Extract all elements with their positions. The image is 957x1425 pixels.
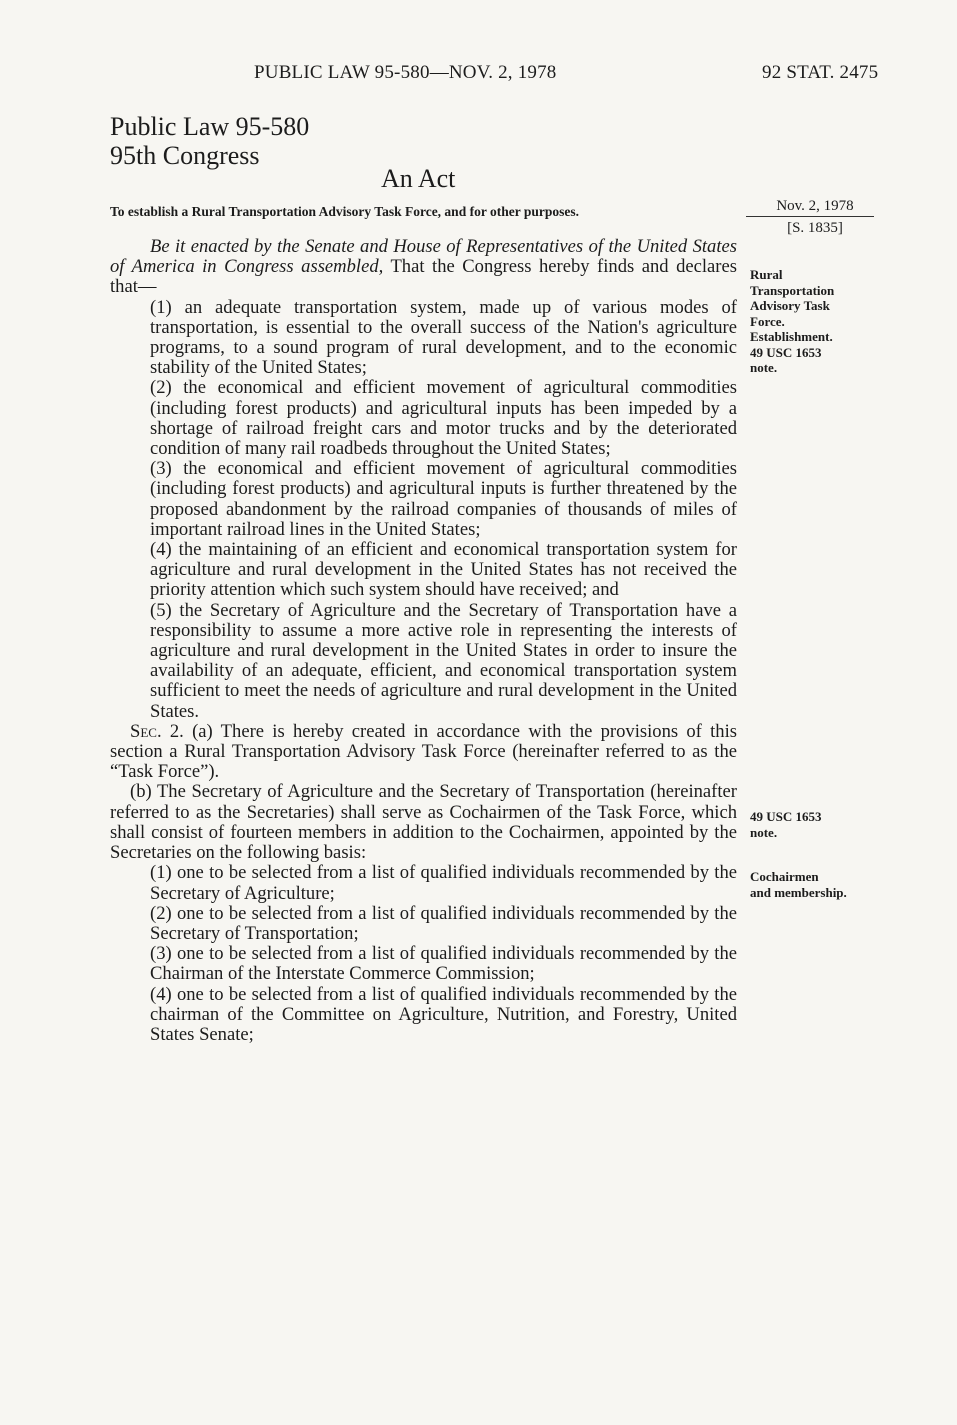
section-2a-text: (a) There is hereby created in accordance with the provisions of this section a Rural Transportation Advisory Task Force (hereinafter referred to as the “Task Force”). bbox=[110, 720, 737, 783]
running-header-title: PUBLIC LAW 95-580—NOV. 2, 1978 bbox=[254, 62, 557, 83]
member-basis-1: (1) one to be selected from a list of qualified individuals recommended by the Secretary of Agriculture; bbox=[150, 862, 737, 904]
finding-3: (3) the economical and efficient movement of agricultural commodities (including forest products) and agricultural inputs is further threatened by the proposed abandonment by the railroad companies of thousands of miles of important railroad lines in the United States; bbox=[150, 458, 737, 540]
finding-2: (2) the economical and efficient movement of agricultural commodities (including forest products) and agricultural inputs has been impeded by a shortage of railroad freight cars and motor trucks and by the deteriorated condition of many rail roadbeds throughout the United States; bbox=[150, 377, 737, 460]
margin-note-line: 49 USC 1653 bbox=[750, 809, 822, 824]
enacting-clause bbox=[110, 237, 737, 298]
act-title: An Act bbox=[381, 164, 456, 193]
statute-reference: 92 STAT. 2475 bbox=[762, 62, 879, 83]
enacting-clause-rest: That the Congress hereby finds and declares that— bbox=[110, 256, 737, 298]
margin-note-line: Rural bbox=[750, 267, 783, 282]
margin-note-line: Transportation bbox=[750, 282, 835, 298]
section-2-label: Sec. 2. bbox=[130, 720, 184, 742]
section-2b: (b) The Secretary of Agriculture and the Secretary of Transportation (hereinafter referred to as the Secretaries) shall serve as Cochairmen of the Task Force, which shall consist of fourteen members in addition to the Cochairmen, appointed by the Secretaries on the following basis: bbox=[110, 781, 737, 864]
margin-date: Nov. 2, 1978 bbox=[776, 198, 854, 214]
public-law-number: Public Law 95-580 bbox=[110, 112, 310, 141]
congress-number: 95th Congress bbox=[110, 141, 260, 170]
margin-note-establishment bbox=[750, 267, 870, 376]
margin-divider bbox=[746, 216, 874, 217]
margin-note-cochairmen bbox=[750, 869, 870, 900]
section-2a bbox=[110, 722, 737, 783]
margin-note-line: Cochairmen bbox=[750, 869, 819, 884]
margin-note-line: Advisory Task bbox=[750, 298, 830, 313]
margin-note-line: note. bbox=[750, 824, 778, 840]
margin-note-line: and membership. bbox=[750, 884, 847, 900]
law-body-text bbox=[110, 237, 737, 1045]
margin-note-line: Establishment. bbox=[750, 329, 833, 344]
member-basis-3: (3) one to be selected from a list of qualified individuals recommended by the Chairman of the Interstate Commerce Commission; bbox=[150, 943, 737, 985]
finding-4: (4) the maintaining of an efficient and economical transportation system for agriculture and rural development in the United States has not received the priority attention which such system should have received; and bbox=[150, 539, 737, 601]
enacting-clause-italic: Be it enacted by the Senate and House of Representatives of the United States of America in Congress assembled, bbox=[110, 236, 737, 278]
margin-note-line: note. bbox=[750, 360, 778, 375]
act-purpose: To establish a Rural Transportation Advisory Task Force, and for other purposes. bbox=[110, 204, 579, 219]
member-basis-2: (2) one to be selected from a list of qualified individuals recommended by the Secretary of Transportation; bbox=[150, 902, 737, 944]
member-basis-4: (4) one to be selected from a list of qualified individuals recommended by the chairman of the Committee on Agriculture, Nutrition, and Forestry, United States Senate; bbox=[150, 983, 737, 1045]
margin-note-line: 49 USC 1653 bbox=[750, 344, 822, 360]
margin-bill-number: [S. 1835] bbox=[787, 220, 843, 236]
margin-note-line: Force. bbox=[750, 313, 785, 329]
finding-1: (1) an adequate transportation system, made up of various modes of transportation, is essential to the overall success of the Nation's agriculture programs, to a sound program of rural development, and to the economic stability of the United States; bbox=[150, 296, 737, 379]
margin-note-usc bbox=[750, 809, 870, 840]
finding-5: (5) the Secretary of Agriculture and the Secretary of Transportation have a responsibility to assume a more active role in representing the interests of agriculture and rural development in the United States in order to insure the availability of an adequate, efficient, and economical transportation system sufficient to meet the needs of agriculture and rural development in the United States. bbox=[150, 599, 737, 722]
